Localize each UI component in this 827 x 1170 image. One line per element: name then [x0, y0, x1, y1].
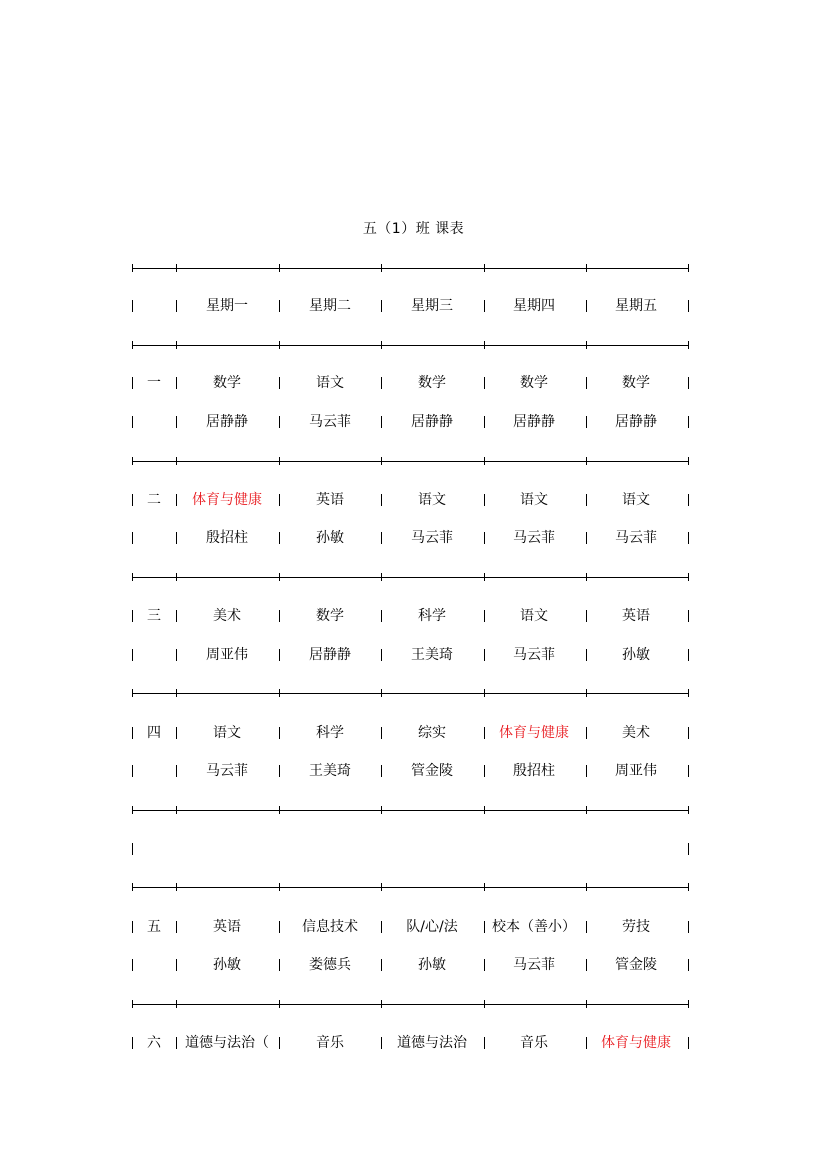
day-header: 星期一 — [206, 298, 248, 314]
table-rule — [132, 345, 688, 346]
column-bar — [688, 765, 689, 777]
period-label: 六 — [147, 1035, 161, 1051]
rule-tick — [132, 1000, 133, 1008]
subject-cell: 语文 — [418, 492, 446, 508]
period-label: 五 — [147, 919, 161, 935]
teacher-cell: 居静静 — [615, 414, 657, 430]
rule-tick — [586, 457, 587, 465]
teacher-cell: 周亚伟 — [206, 647, 248, 663]
column-bar — [688, 843, 689, 855]
rule-tick — [381, 1000, 382, 1008]
rule-tick — [279, 806, 280, 814]
rule-tick — [279, 457, 280, 465]
column-bar — [132, 649, 133, 661]
rule-tick — [381, 457, 382, 465]
rule-tick — [176, 883, 177, 891]
column-bar — [688, 300, 689, 312]
subject-cell: 队/心/法 — [406, 919, 458, 935]
teacher-cell: 马云菲 — [411, 530, 453, 546]
teacher-cell: 孙敏 — [316, 530, 344, 546]
rule-tick — [484, 806, 485, 814]
subject-cell: 体育与健康 — [192, 492, 262, 508]
rule-tick — [279, 264, 280, 272]
rule-tick — [176, 689, 177, 697]
subject-cell: 语文 — [520, 492, 548, 508]
column-bar — [688, 416, 689, 428]
rule-tick — [688, 883, 689, 891]
subject-cell: 美术 — [622, 725, 650, 741]
subject-cell: 道德与法治 — [397, 1035, 467, 1051]
day-header: 星期三 — [411, 298, 453, 314]
subject-cell: 道德与法治（ — [185, 1035, 269, 1051]
page-title: 五（1）班 课表 — [362, 221, 465, 237]
rule-tick — [132, 806, 133, 814]
teacher-cell: 娄德兵 — [309, 957, 351, 973]
rule-tick — [586, 264, 587, 272]
rule-tick — [381, 573, 382, 581]
rule-tick — [586, 341, 587, 349]
teacher-cell: 居静静 — [206, 414, 248, 430]
teacher-cell: 马云菲 — [615, 530, 657, 546]
rule-tick — [381, 689, 382, 697]
column-bar — [688, 532, 689, 544]
column-bar — [132, 416, 133, 428]
column-bar — [132, 765, 133, 777]
rule-tick — [132, 573, 133, 581]
table-rule — [132, 577, 688, 578]
rule-tick — [279, 689, 280, 697]
rule-tick — [176, 264, 177, 272]
period-label: 二 — [147, 492, 161, 508]
subject-cell: 劳技 — [622, 919, 650, 935]
table-rule — [132, 887, 688, 888]
rule-tick — [176, 806, 177, 814]
teacher-cell: 马云菲 — [513, 530, 555, 546]
rule-tick — [279, 573, 280, 581]
column-bar — [688, 377, 689, 389]
subject-cell: 音乐 — [520, 1035, 548, 1051]
rule-tick — [279, 883, 280, 891]
subject-cell: 语文 — [213, 725, 241, 741]
teacher-cell: 殷招柱 — [513, 763, 555, 779]
subject-cell: 音乐 — [316, 1035, 344, 1051]
rule-tick — [279, 1000, 280, 1008]
subject-cell: 综实 — [418, 725, 446, 741]
teacher-cell: 居静静 — [309, 647, 351, 663]
rule-tick — [484, 457, 485, 465]
subject-cell: 数学 — [213, 375, 241, 391]
rule-tick — [586, 573, 587, 581]
rule-tick — [586, 806, 587, 814]
rule-tick — [484, 341, 485, 349]
column-bar — [132, 532, 133, 544]
rule-tick — [586, 883, 587, 891]
rule-tick — [381, 806, 382, 814]
rule-tick — [176, 341, 177, 349]
subject-cell: 美术 — [213, 608, 241, 624]
teacher-cell: 孙敏 — [213, 957, 241, 973]
teacher-cell: 马云菲 — [513, 957, 555, 973]
rule-tick — [688, 806, 689, 814]
rule-tick — [132, 689, 133, 697]
column-bar — [688, 959, 689, 971]
rule-tick — [484, 264, 485, 272]
rule-tick — [176, 1000, 177, 1008]
subject-cell: 数学 — [316, 608, 344, 624]
day-header: 星期五 — [615, 298, 657, 314]
rule-tick — [484, 573, 485, 581]
teacher-cell: 管金陵 — [615, 957, 657, 973]
teacher-cell: 周亚伟 — [615, 763, 657, 779]
subject-cell: 体育与健康 — [601, 1035, 671, 1051]
table-rule — [132, 461, 688, 462]
rule-tick — [132, 264, 133, 272]
rule-tick — [688, 457, 689, 465]
rule-tick — [586, 1000, 587, 1008]
teacher-cell: 王美琦 — [411, 647, 453, 663]
rule-tick — [688, 1000, 689, 1008]
rule-tick — [586, 689, 587, 697]
rule-tick — [176, 573, 177, 581]
teacher-cell: 管金陵 — [411, 763, 453, 779]
rule-tick — [484, 1000, 485, 1008]
teacher-cell: 居静静 — [411, 414, 453, 430]
column-bar — [688, 494, 689, 506]
column-bar — [688, 921, 689, 933]
column-bar — [688, 1037, 689, 1049]
column-bar — [688, 649, 689, 661]
subject-cell: 语文 — [520, 608, 548, 624]
day-header: 星期四 — [513, 298, 555, 314]
rule-tick — [132, 341, 133, 349]
table-rule — [132, 1004, 688, 1005]
table-rule — [132, 268, 688, 269]
rule-tick — [132, 883, 133, 891]
subject-cell: 信息技术 — [302, 919, 358, 935]
column-bar — [688, 727, 689, 739]
rule-tick — [484, 689, 485, 697]
rule-tick — [279, 341, 280, 349]
column-bar — [132, 959, 133, 971]
period-label: 三 — [147, 608, 161, 624]
teacher-cell: 马云菲 — [513, 647, 555, 663]
column-bar — [132, 300, 133, 312]
teacher-cell: 孙敏 — [418, 957, 446, 973]
day-header: 星期二 — [309, 298, 351, 314]
subject-cell: 英语 — [316, 492, 344, 508]
subject-cell: 数学 — [622, 375, 650, 391]
subject-cell: 科学 — [316, 725, 344, 741]
subject-cell: 数学 — [418, 375, 446, 391]
teacher-cell: 马云菲 — [206, 763, 248, 779]
subject-cell: 语文 — [622, 492, 650, 508]
subject-cell: 语文 — [316, 375, 344, 391]
table-rule — [132, 693, 688, 694]
rule-tick — [688, 573, 689, 581]
subject-cell: 英语 — [213, 919, 241, 935]
table-rule — [132, 810, 688, 811]
subject-cell: 体育与健康 — [499, 725, 569, 741]
rule-tick — [176, 457, 177, 465]
subject-cell: 英语 — [622, 608, 650, 624]
column-bar — [132, 843, 133, 855]
teacher-cell: 居静静 — [513, 414, 555, 430]
rule-tick — [688, 341, 689, 349]
subject-cell: 科学 — [418, 608, 446, 624]
period-label: 一 — [147, 375, 161, 391]
teacher-cell: 殷招柱 — [206, 530, 248, 546]
subject-cell: 数学 — [520, 375, 548, 391]
teacher-cell: 王美琦 — [309, 763, 351, 779]
rule-tick — [381, 883, 382, 891]
rule-tick — [381, 341, 382, 349]
rule-tick — [381, 264, 382, 272]
period-label: 四 — [147, 725, 161, 741]
teacher-cell: 孙敏 — [622, 647, 650, 663]
column-bar — [688, 610, 689, 622]
rule-tick — [688, 264, 689, 272]
rule-tick — [484, 883, 485, 891]
rule-tick — [132, 457, 133, 465]
rule-tick — [688, 689, 689, 697]
teacher-cell: 马云菲 — [309, 414, 351, 430]
subject-cell: 校本（善小） — [492, 919, 576, 935]
